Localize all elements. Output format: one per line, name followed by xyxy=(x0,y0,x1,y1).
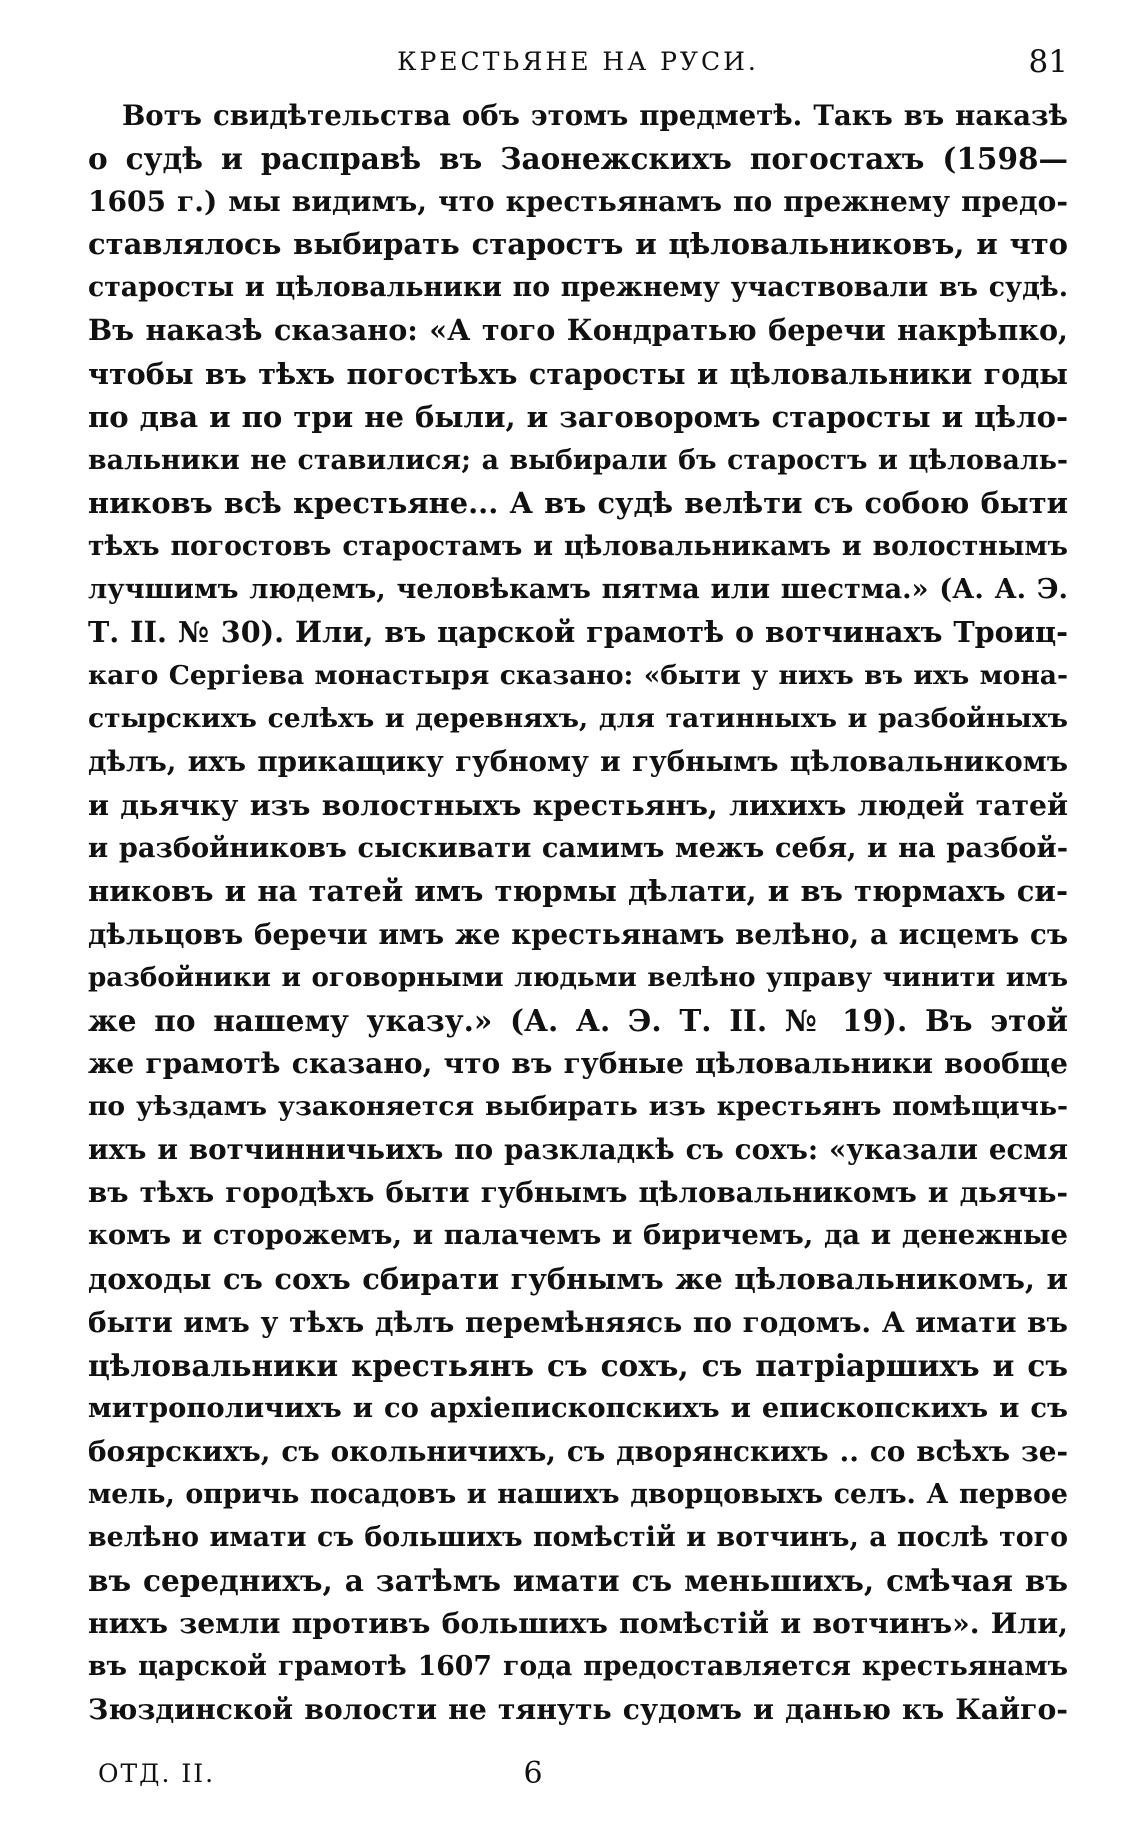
text-line: митрополичихъ и со архіепископскихъ и епископскихъ и съ xyxy=(88,1391,1068,1424)
text-line: въ середнихъ, а затѣмъ имати съ меньшихъ, смѣчая въ xyxy=(88,1563,1068,1599)
running-title: КРЕСТЬЯНЕ НА РУСИ. xyxy=(397,47,759,76)
text-line: о судѣ и расправѣ въ Заонежскихъ погостахъ (1598— xyxy=(88,141,1068,177)
text-line: чтобы въ тѣхъ погостѣхъ старосты и цѣловальники годы xyxy=(88,356,1068,391)
signature-mark: ОТД. II. xyxy=(98,1759,216,1788)
text-line: въ царской грамотѣ 1607 года предоставляется крестьянамъ xyxy=(88,1651,1068,1683)
text-line: дѣльцовъ беречи имъ же крестьянамъ велѣно, а исцемъ съ xyxy=(88,917,1068,951)
text-line: же по нашему указу.» (А. А. Э. Т. II. № 19). Въ этой xyxy=(88,1002,1068,1038)
text-line: и разбойниковъ сыскивати самимъ межъ себя, и на разбой- xyxy=(88,831,1068,864)
text-line: никовъ и на татей имъ тюрмы дѣлати, и въ тюрмахъ си- xyxy=(88,873,1068,908)
signature-number: 6 xyxy=(523,1756,543,1791)
running-head xyxy=(88,42,1068,82)
text-line: ставлялось выбирать старостъ и цѣловальниковъ, и что xyxy=(88,227,1068,262)
text-line: стырскихъ селѣхъ и деревняхъ, для татинныхъ и разбойныхъ xyxy=(88,703,1068,735)
text-line: нихъ земли противъ большихъ помѣстій и вотчинъ». Или, xyxy=(88,1607,1068,1641)
text-line: тѣхъ погостовъ старостамъ и цѣловальникамъ и волостнымъ xyxy=(88,530,1068,562)
text-line: же грамотѣ сказано, что въ губные цѣловальники вообще xyxy=(88,1047,1068,1081)
text-line: ихъ и вотчинничьихъ по разкладкѣ съ сохъ: «указали есмя xyxy=(88,1133,1068,1167)
text-line: никовъ всѣ крестьяне... А въ судѣ велѣти съ собою быти xyxy=(88,485,1068,520)
text-line: 1605 г.) мы видимъ, что крестьянамъ по прежнему предо- xyxy=(88,185,1068,219)
text-line: по два и по три не были, и заговоромъ старосты и цѣло- xyxy=(88,399,1068,434)
text-line: Т. II. № 30). Или, въ царской грамотѣ о вотчинахъ Троиц- xyxy=(88,615,1068,650)
page-footer xyxy=(98,1752,968,1796)
text-line: доходы съ сохъ сбирати губнымъ же цѣловальникомъ, и xyxy=(88,1261,1068,1296)
text-line: дѣлъ, ихъ прикащику губному и губнымъ цѣловальникомъ xyxy=(88,745,1068,779)
body-text xyxy=(88,94,1068,1732)
text-line: разбойники и оговорными людьми велѣно управу чинити имъ xyxy=(88,961,1068,993)
text-line: боярскихъ, съ окольничихъ, съ дворянскихъ .. со всѣхъ зе- xyxy=(88,1434,1068,1468)
text-line: комъ и сторожемъ, и палачемъ и биричемъ, да и денежные xyxy=(88,1219,1068,1252)
text-line: велѣно имати съ большихъ помѣстій и вотчинъ, а послѣ того xyxy=(88,1522,1068,1554)
text-line: старосты и цѣловальники по прежнему участвовали въ судѣ. xyxy=(88,272,1068,304)
text-line: Въ наказѣ сказано: «А того Кондратью беречи накрѣпко, xyxy=(88,313,1068,348)
text-line: мель, опричь посадовъ и нашихъ дворцовыхъ селъ. А первое xyxy=(88,1479,1068,1510)
text-line: быти имъ у тѣхъ дѣлъ перемѣняясь по годомъ. А имати въ xyxy=(88,1305,1068,1339)
text-line: и дьячку изъ волостныхъ крестьянъ, лихихъ людей татей xyxy=(88,787,1068,822)
text-line: въ тѣхъ городѣхъ быти губнымъ цѣловальникомъ и дьячь- xyxy=(88,1176,1068,1210)
text-line: лучшимъ людемъ, человѣкамъ пятма или шестма.» (А. А. Э. xyxy=(88,573,1068,606)
text-line: Вотъ свидѣтельства объ этомъ предметѣ. Такъ въ наказѣ xyxy=(122,99,1068,132)
text-line: вальники не ставилися; а выбирали бъ старостъ и цѣловаль- xyxy=(88,444,1068,476)
text-line: Зюздинской волости не тянуть судомъ и данью къ Кайго- xyxy=(88,1692,1068,1727)
page-number: 81 xyxy=(1028,44,1068,80)
text-line: каго Сергіева монастыря сказано: «быти у нихъ въ ихъ мона- xyxy=(88,660,1068,692)
text-line: цѣловальники крестьянъ съ сохъ, съ патріаршихъ и съ xyxy=(88,1347,1068,1383)
text-line: по уѣздамъ узаконяется выбирать изъ крестьянъ помѣщичь- xyxy=(88,1091,1068,1123)
